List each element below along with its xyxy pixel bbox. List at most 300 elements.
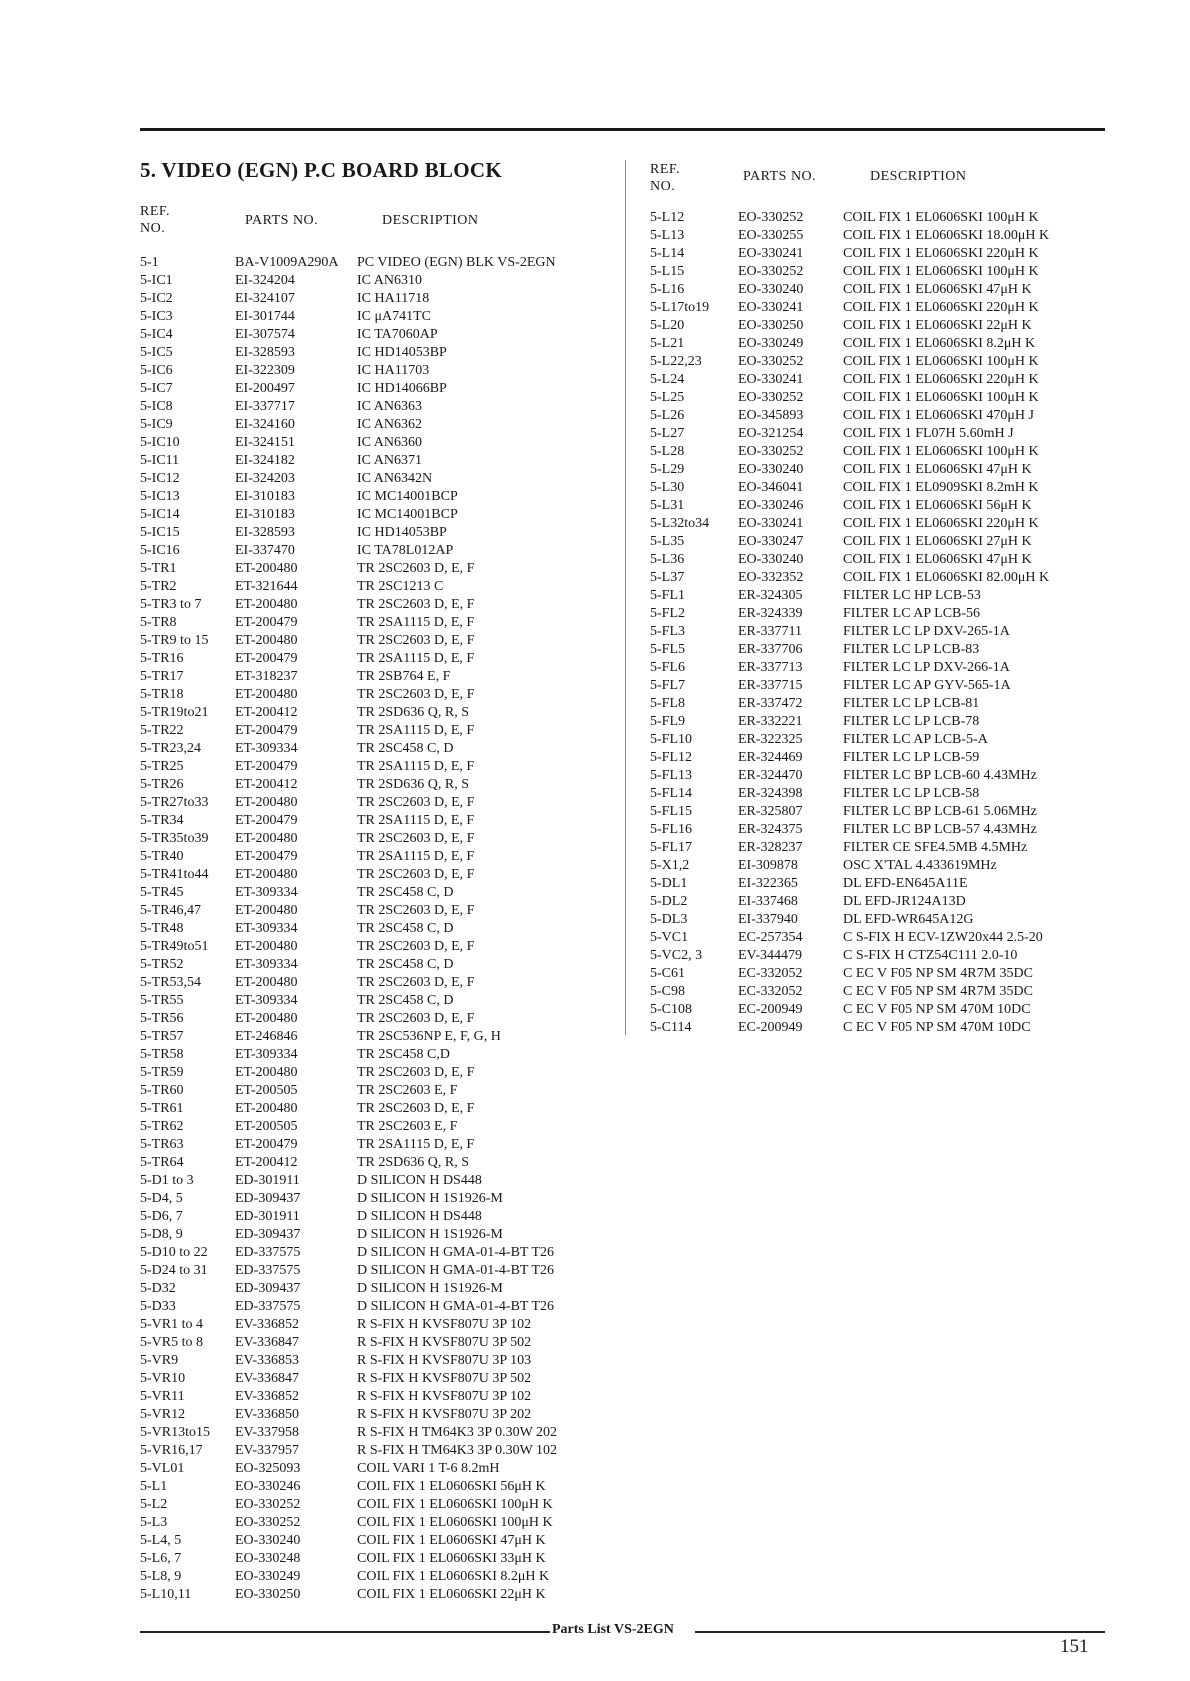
description-cell: COIL FIX 1 EL0606SKI 33μH K [357,1551,546,1566]
ref-cell: 5-C61 [650,966,685,981]
description-cell: COIL FIX 1 EL0606SKI 8.2μH K [357,1569,550,1584]
ref-cell: 5-L24 [650,372,685,387]
ref-cell: 5-FL6 [650,660,685,675]
ref-cell: 5-VR12 [140,1407,186,1422]
ref-cell: 5-IC15 [140,525,180,540]
ref-cell: 5-TR19to21 [140,705,209,720]
ref-cell: 5-TR35to39 [140,831,209,846]
description-cell: TR 2SC2603 D, E, F [357,867,475,882]
ref-cell: 5-L15 [650,264,685,279]
part-number-cell: ET-200480 [235,939,298,954]
part-number-cell: EI-309878 [738,858,798,873]
ref-cell: 5-IC6 [140,363,173,378]
ref-cell: 5-TR58 [140,1047,184,1062]
part-number-cell: ET-309334 [235,1047,298,1062]
description-cell: FILTER CE SFE4.5MB 4.5MHz [843,840,1028,855]
description-cell: FILTER LC LP DXV-266-1A [843,660,1010,675]
part-number-cell: EO-332352 [738,570,804,585]
ref-cell: 5-L16 [650,282,685,297]
ref-cell: 5-IC2 [140,291,173,306]
part-number-cell: ER-324339 [738,606,803,621]
description-cell: R S-FIX H KVSF807U 3P 103 [357,1353,532,1368]
description-cell: D SILICON H GMA-01-4-BT T26 [357,1263,555,1278]
part-number-cell: EO-330240 [738,462,804,477]
part-number-cell: ER-324398 [738,786,803,801]
ref-cell: 5-TR27to33 [140,795,209,810]
part-number-cell: EC-257354 [738,930,803,945]
part-number-cell: EO-330248 [235,1551,301,1566]
part-number-cell: ET-200479 [235,849,298,864]
part-number-cell: ET-200412 [235,705,298,720]
description-cell: COIL FIX 1 EL0606SKI 220μH K [843,516,1039,531]
description-cell: FILTER LC LP LCB-58 [843,786,980,801]
ref-cell: 5-FL16 [650,822,692,837]
footer-label: Parts List VS-2EGN [552,1622,674,1637]
description-cell: TR 2SD636 Q, R, S [357,705,470,720]
header-ref-line2: NO. [650,179,676,194]
description-cell: IC TA7060AP [357,327,438,342]
description-cell: R S-FIX H KVSF807U 3P 202 [357,1407,532,1422]
part-number-cell: ET-200480 [235,795,298,810]
ref-cell: 5-TR64 [140,1155,184,1170]
part-number-cell: ER-337715 [738,678,803,693]
part-number-cell: ED-309437 [235,1227,301,1242]
ref-cell: 5-TR41to44 [140,867,209,882]
ref-cell: 5-1 [140,255,159,270]
description-cell: COIL FIX 1 EL0606SKI 47μH K [843,552,1032,567]
ref-cell: 5-TR46,47 [140,903,202,918]
ref-cell: 5-L36 [650,552,685,567]
description-cell: TR 2SC458 C, D [357,957,454,972]
part-number-cell: ED-337575 [235,1263,301,1278]
part-number-cell: EI-337940 [738,912,798,927]
description-cell: COIL FIX 1 EL0606SKI 22μH K [357,1587,546,1602]
ref-cell: 5-D10 to 22 [140,1245,208,1260]
part-number-cell: EO-330252 [738,390,804,405]
ref-cell: 5-FL8 [650,696,685,711]
ref-cell: 5-TR22 [140,723,184,738]
ref-cell: 5-TR52 [140,957,184,972]
page-number: 151 [1060,1636,1089,1657]
part-number-cell: ET-200480 [235,597,298,612]
ref-cell: 5-VL01 [140,1461,185,1476]
part-number-cell: EO-330252 [235,1515,301,1530]
ref-cell: 5-D6, 7 [140,1209,183,1224]
ref-cell: 5-TR48 [140,921,184,936]
part-number-cell: ET-309334 [235,993,298,1008]
part-number-cell: ED-309437 [235,1281,301,1296]
part-number-cell: ER-332221 [738,714,803,729]
description-cell: D SILICON H DS448 [357,1209,482,1224]
description-cell: R S-FIX H KVSF807U 3P 502 [357,1371,532,1386]
description-cell: COIL FIX 1 EL0606SKI 56μH K [843,498,1032,513]
ref-cell: 5-IC3 [140,309,173,324]
description-cell: FILTER LC LP LCB-59 [843,750,980,765]
part-number-cell: EO-330241 [738,372,804,387]
part-number-cell: EO-321254 [738,426,804,441]
part-number-cell: ET-200480 [235,867,298,882]
part-number-cell: ET-321644 [235,579,298,594]
ref-cell: 5-FL5 [650,642,685,657]
description-cell: R S-FIX H KVSF807U 3P 102 [357,1317,532,1332]
part-number-cell: ED-337575 [235,1245,301,1260]
description-cell: FILTER LC BP LCB-61 5.06MHz [843,804,1037,819]
description-cell: COIL FIX 1 EL0606SKI 100μH K [357,1497,553,1512]
ref-cell: 5-VR1 to 4 [140,1317,203,1332]
right-header-description: DESCRIPTION [870,169,967,184]
ref-cell: 5-VR9 [140,1353,179,1368]
part-number-cell: ER-324305 [738,588,803,603]
description-cell: TR 2SA1115 D, E, F [357,723,475,738]
description-cell: COIL FIX 1 EL0606SKI 100μH K [357,1515,553,1530]
column-divider [625,160,626,1035]
part-number-cell: EO-330252 [738,354,804,369]
description-cell: TR 2SB764 E, F [357,669,451,684]
description-cell: TR 2SC1213 C [357,579,444,594]
ref-cell: 5-VR11 [140,1389,185,1404]
ref-cell: 5-TR40 [140,849,184,864]
left-header-description: DESCRIPTION [382,213,479,228]
ref-cell: 5-VC2, 3 [650,948,703,963]
part-number-cell: ET-200480 [235,687,298,702]
description-cell: TR 2SA1115 D, E, F [357,615,475,630]
ref-cell: 5-FL14 [650,786,692,801]
ref-cell: 5-TR34 [140,813,184,828]
ref-cell: 5-L6, 7 [140,1551,182,1566]
description-cell: COIL FIX 1 EL0606SKI 82.00μH K [843,570,1050,585]
ref-cell: 5-TR26 [140,777,184,792]
description-cell: TR 2SC2603 D, E, F [357,561,475,576]
description-cell: IC TA78L012AP [357,543,454,558]
ref-cell: 5-L26 [650,408,685,423]
part-number-cell: ER-337713 [738,660,803,675]
ref-cell: 5-FL15 [650,804,692,819]
ref-cell: 5-TR60 [140,1083,184,1098]
part-number-cell: EV-336852 [235,1317,300,1332]
ref-cell: 5-TR63 [140,1137,184,1152]
ref-cell: 5-FL7 [650,678,685,693]
part-number-cell: ER-337472 [738,696,803,711]
part-number-cell: ET-200479 [235,1137,298,1152]
ref-cell: 5-D4, 5 [140,1191,183,1206]
part-number-cell: EO-330250 [738,318,804,333]
description-cell: FILTER LC LP LCB-83 [843,642,980,657]
part-number-cell: ET-200480 [235,1065,298,1080]
part-number-cell: ET-200480 [235,831,298,846]
ref-cell: 5-VR13to15 [140,1425,210,1440]
part-number-cell: ET-200412 [235,1155,298,1170]
description-cell: COIL FIX 1 EL0606SKI 8.2μH K [843,336,1036,351]
ref-cell: 5-FL12 [650,750,692,765]
ref-cell: 5-FL17 [650,840,692,855]
part-number-cell: EI-324160 [235,417,295,432]
part-number-cell: ET-309334 [235,957,298,972]
part-number-cell: ER-325807 [738,804,803,819]
part-number-cell: ET-200480 [235,1011,298,1026]
part-number-cell: ET-246846 [235,1029,298,1044]
description-cell: TR 2SC536NP E, F, G, H [357,1029,501,1044]
description-cell: FILTER LC BP LCB-60 4.43MHz [843,768,1037,783]
description-cell: FILTER LC BP LCB-57 4.43MHz [843,822,1037,837]
ref-cell: 5-VC1 [650,930,689,945]
description-cell: COIL FIX 1 EL0606SKI 18.00μH K [843,228,1050,243]
ref-cell: 5-IC10 [140,435,180,450]
header-ref-line2: NO. [140,221,166,236]
description-cell: TR 2SC2603 D, E, F [357,597,475,612]
part-number-cell: EI-328593 [235,345,295,360]
part-number-cell: EI-337717 [235,399,295,414]
part-number-cell: EC-200949 [738,1002,803,1017]
ref-cell: 5-IC8 [140,399,173,414]
description-cell: D SILICON H 1S1926-M [357,1191,503,1206]
description-cell: COIL FIX 1 EL0606SKI 220μH K [843,372,1039,387]
ref-cell: 5-TR3 to 7 [140,597,202,612]
description-cell: IC MC14001BCP [357,489,458,504]
description-cell: R S-FIX H KVSF807U 3P 102 [357,1389,532,1404]
ref-cell: 5-IC16 [140,543,180,558]
ref-cell: 5-TR23,24 [140,741,202,756]
description-cell: TR 2SA1115 D, E, F [357,849,475,864]
ref-cell: 5-TR8 [140,615,177,630]
part-number-cell: ER-337711 [738,624,803,639]
ref-cell: 5-L21 [650,336,685,351]
description-cell: IC AN6360 [357,435,422,450]
ref-cell: 5-L4, 5 [140,1533,182,1548]
part-number-cell: ER-328237 [738,840,803,855]
description-cell: COIL FIX 1 EL0606SKI 220μH K [843,246,1039,261]
description-cell: TR 2SC2603 D, E, F [357,975,475,990]
footer-rule-left [140,1631,550,1633]
description-cell: TR 2SC2603 D, E, F [357,687,475,702]
ref-cell: 5-L32to34 [650,516,710,531]
part-number-cell: ED-309437 [235,1191,301,1206]
part-number-cell: EI-324182 [235,453,295,468]
part-number-cell: EO-330252 [738,210,804,225]
ref-cell: 5-IC12 [140,471,180,486]
part-number-cell: ET-200480 [235,975,298,990]
description-cell: COIL FIX 1 EL0606SKI 47μH K [843,462,1032,477]
description-cell: TR 2SC2603 D, E, F [357,633,475,648]
part-number-cell: ET-309334 [235,885,298,900]
part-number-cell: EO-346041 [738,480,804,495]
part-number-cell: EC-332052 [738,966,803,981]
part-number-cell: ER-324375 [738,822,803,837]
part-number-cell: EI-307574 [235,327,295,342]
ref-cell: 5-L31 [650,498,685,513]
part-number-cell: EV-336853 [235,1353,300,1368]
description-cell: IC AN6362 [357,417,422,432]
part-number-cell: EI-324107 [235,291,295,306]
part-number-cell: ET-200480 [235,1101,298,1116]
description-cell: COIL FIX 1 EL0909SKI 8.2mH K [843,480,1039,495]
description-cell: IC MC14001BCP [357,507,458,522]
part-number-cell: EO-345893 [738,408,804,423]
part-number-cell: ED-301911 [235,1173,300,1188]
ref-cell: 5-L17to19 [650,300,710,315]
description-cell: FILTER LC AP LCB-5-A [843,732,988,747]
part-number-cell: ET-200479 [235,723,298,738]
ref-cell: 5-L28 [650,444,685,459]
description-cell: FILTER LC AP GYV-565-1A [843,678,1011,693]
part-number-cell: EV-344479 [738,948,803,963]
description-cell: TR 2SC2603 D, E, F [357,1065,475,1080]
part-number-cell: EI-310183 [235,507,295,522]
part-number-cell: EO-330246 [738,498,804,513]
ref-cell: 5-IC7 [140,381,173,396]
ref-cell: 5-FL10 [650,732,692,747]
description-cell: COIL VARI 1 T-6 8.2mH [357,1461,500,1476]
description-cell: COIL FIX 1 EL0606SKI 100μH K [843,390,1039,405]
description-cell: COIL FIX 1 EL0606SKI 100μH K [843,264,1039,279]
description-cell: COIL FIX 1 EL0606SKI 27μH K [843,534,1032,549]
ref-cell: 5-TR18 [140,687,184,702]
part-number-cell: EO-330246 [235,1479,301,1494]
header-ref-line1: REF. [650,162,681,177]
ref-cell: 5-FL3 [650,624,685,639]
description-cell: IC AN6363 [357,399,422,414]
description-cell: IC AN6310 [357,273,422,288]
ref-cell: 5-L37 [650,570,685,585]
ref-cell: 5-TR2 [140,579,177,594]
part-number-cell: ET-200480 [235,903,298,918]
part-number-cell: EO-330255 [738,228,804,243]
ref-cell: 5-IC9 [140,417,173,432]
ref-cell: 5-TR62 [140,1119,184,1134]
ref-cell: 5-FL1 [650,588,685,603]
description-cell: IC HA11703 [357,363,430,378]
ref-cell: 5-DL2 [650,894,688,909]
ref-cell: 5-VR5 to 8 [140,1335,203,1350]
description-cell: TR 2SC458 C, D [357,885,454,900]
description-cell: TR 2SC2603 D, E, F [357,1101,475,1116]
ref-cell: 5-L30 [650,480,685,495]
ref-cell: 5-L14 [650,246,685,261]
ref-cell: 5-C98 [650,984,685,999]
ref-cell: 5-FL13 [650,768,692,783]
description-cell: TR 2SD636 Q, R, S [357,777,470,792]
part-number-cell: ER-322325 [738,732,803,747]
ref-cell: 5-IC1 [140,273,173,288]
description-cell: IC HD14066BP [357,381,447,396]
part-number-cell: EI-328593 [235,525,295,540]
ref-cell: 5-TR59 [140,1065,184,1080]
description-cell: IC HA11718 [357,291,430,306]
left-header-parts-no: PARTS NO. [245,213,319,228]
ref-cell: 5-IC5 [140,345,173,360]
description-cell: COIL FIX 1 EL0606SKI 47μH K [357,1533,546,1548]
ref-cell: 5-TR56 [140,1011,184,1026]
part-number-cell: EV-336850 [235,1407,300,1422]
part-number-cell: EO-330241 [738,300,804,315]
description-cell: D SILICON H DS448 [357,1173,482,1188]
part-number-cell: EI-324203 [235,471,295,486]
part-number-cell: EV-336847 [235,1335,300,1350]
ref-cell: 5-IC14 [140,507,180,522]
part-number-cell: EO-330241 [738,516,804,531]
ref-cell: 5-TR49to51 [140,939,209,954]
ref-cell: 5-L20 [650,318,685,333]
part-number-cell: ER-337706 [738,642,803,657]
description-cell: TR 2SC2603 D, E, F [357,795,475,810]
description-cell: TR 2SC458 C,D [357,1047,450,1062]
part-number-cell: EO-330249 [235,1569,301,1584]
ref-cell: 5-X1,2 [650,858,690,873]
part-number-cell: EI-337468 [738,894,798,909]
part-number-cell: EV-337958 [235,1425,300,1440]
description-cell: R S-FIX H TM64K3 3P 0.30W 102 [357,1443,558,1458]
part-number-cell: ET-309334 [235,741,298,756]
ref-cell: 5-VR10 [140,1371,186,1386]
right-header-parts-no: PARTS NO. [743,169,817,184]
part-number-cell: ER-324469 [738,750,803,765]
ref-cell: 5-TR61 [140,1101,184,1116]
part-number-cell: ET-200480 [235,561,298,576]
ref-cell: 5-D24 to 31 [140,1263,208,1278]
ref-cell: 5-C114 [650,1020,692,1035]
part-number-cell: EO-330240 [738,552,804,567]
description-cell: FILTER LC AP LCB-56 [843,606,981,621]
description-cell: COIL FIX 1 EL0606SKI 100μH K [843,210,1039,225]
top-rule [140,128,1105,131]
ref-cell: 5-L22,23 [650,354,702,369]
ref-cell: 5-L1 [140,1479,168,1494]
description-cell: COIL FIX 1 EL0606SKI 100μH K [843,444,1039,459]
description-cell: PC VIDEO (EGN) BLK VS-2EGN [357,255,556,270]
description-cell: C EC V F05 NP SM 470M 10DC [843,1002,1031,1017]
description-cell: C S-FIX H CTZ54C111 2.0-10 [843,948,1018,963]
description-cell: R S-FIX H TM64K3 3P 0.30W 202 [357,1425,558,1440]
description-cell: COIL FIX 1 FL07H 5.60mH J [843,426,1014,441]
description-cell: TR 2SC2603 E, F [357,1119,458,1134]
part-number-cell: ER-324470 [738,768,803,783]
ref-cell: 5-IC13 [140,489,180,504]
description-cell: COIL FIX 1 EL0606SKI 56μH K [357,1479,546,1494]
ref-cell: 5-L10,11 [140,1587,192,1602]
description-cell: C S-FIX H ECV-1ZW20x44 2.5-20 [843,930,1043,945]
description-cell: COIL FIX 1 EL0606SKI 220μH K [843,300,1039,315]
ref-cell: 5-FL2 [650,606,685,621]
part-number-cell: EI-324151 [235,435,295,450]
ref-cell: 5-D33 [140,1299,176,1314]
ref-cell: 5-D8, 9 [140,1227,183,1242]
description-cell: COIL FIX 1 EL0606SKI 470μH J [843,408,1034,423]
ref-cell: 5-L3 [140,1515,168,1530]
description-cell: FILTER LC LP LCB-78 [843,714,980,729]
description-cell: TR 2SA1115 D, E, F [357,759,475,774]
ref-cell: 5-L8, 9 [140,1569,182,1584]
part-number-cell: EI-322309 [235,363,295,378]
description-cell: TR 2SC458 C, D [357,921,454,936]
ref-cell: 5-VR16,17 [140,1443,203,1458]
part-number-cell: EI-301744 [235,309,295,324]
ref-cell: 5-DL3 [650,912,688,927]
part-number-cell: EI-324204 [235,273,295,288]
part-number-cell: ET-200505 [235,1119,298,1134]
ref-cell: 5-IC11 [140,453,180,468]
ref-cell: 5-TR53,54 [140,975,202,990]
description-cell: TR 2SC458 C, D [357,993,454,1008]
ref-cell: 5-L2 [140,1497,168,1512]
description-cell: C EC V F05 NP SM 470M 10DC [843,1020,1031,1035]
part-number-cell: EO-330252 [235,1497,301,1512]
description-cell: TR 2SA1115 D, E, F [357,1137,475,1152]
part-number-cell: EC-200949 [738,1020,803,1035]
part-number-cell: EV-336847 [235,1371,300,1386]
description-cell: TR 2SC2603 D, E, F [357,1011,475,1026]
ref-cell: 5-TR17 [140,669,184,684]
part-number-cell: EI-322365 [738,876,798,891]
ref-cell: 5-TR45 [140,885,184,900]
